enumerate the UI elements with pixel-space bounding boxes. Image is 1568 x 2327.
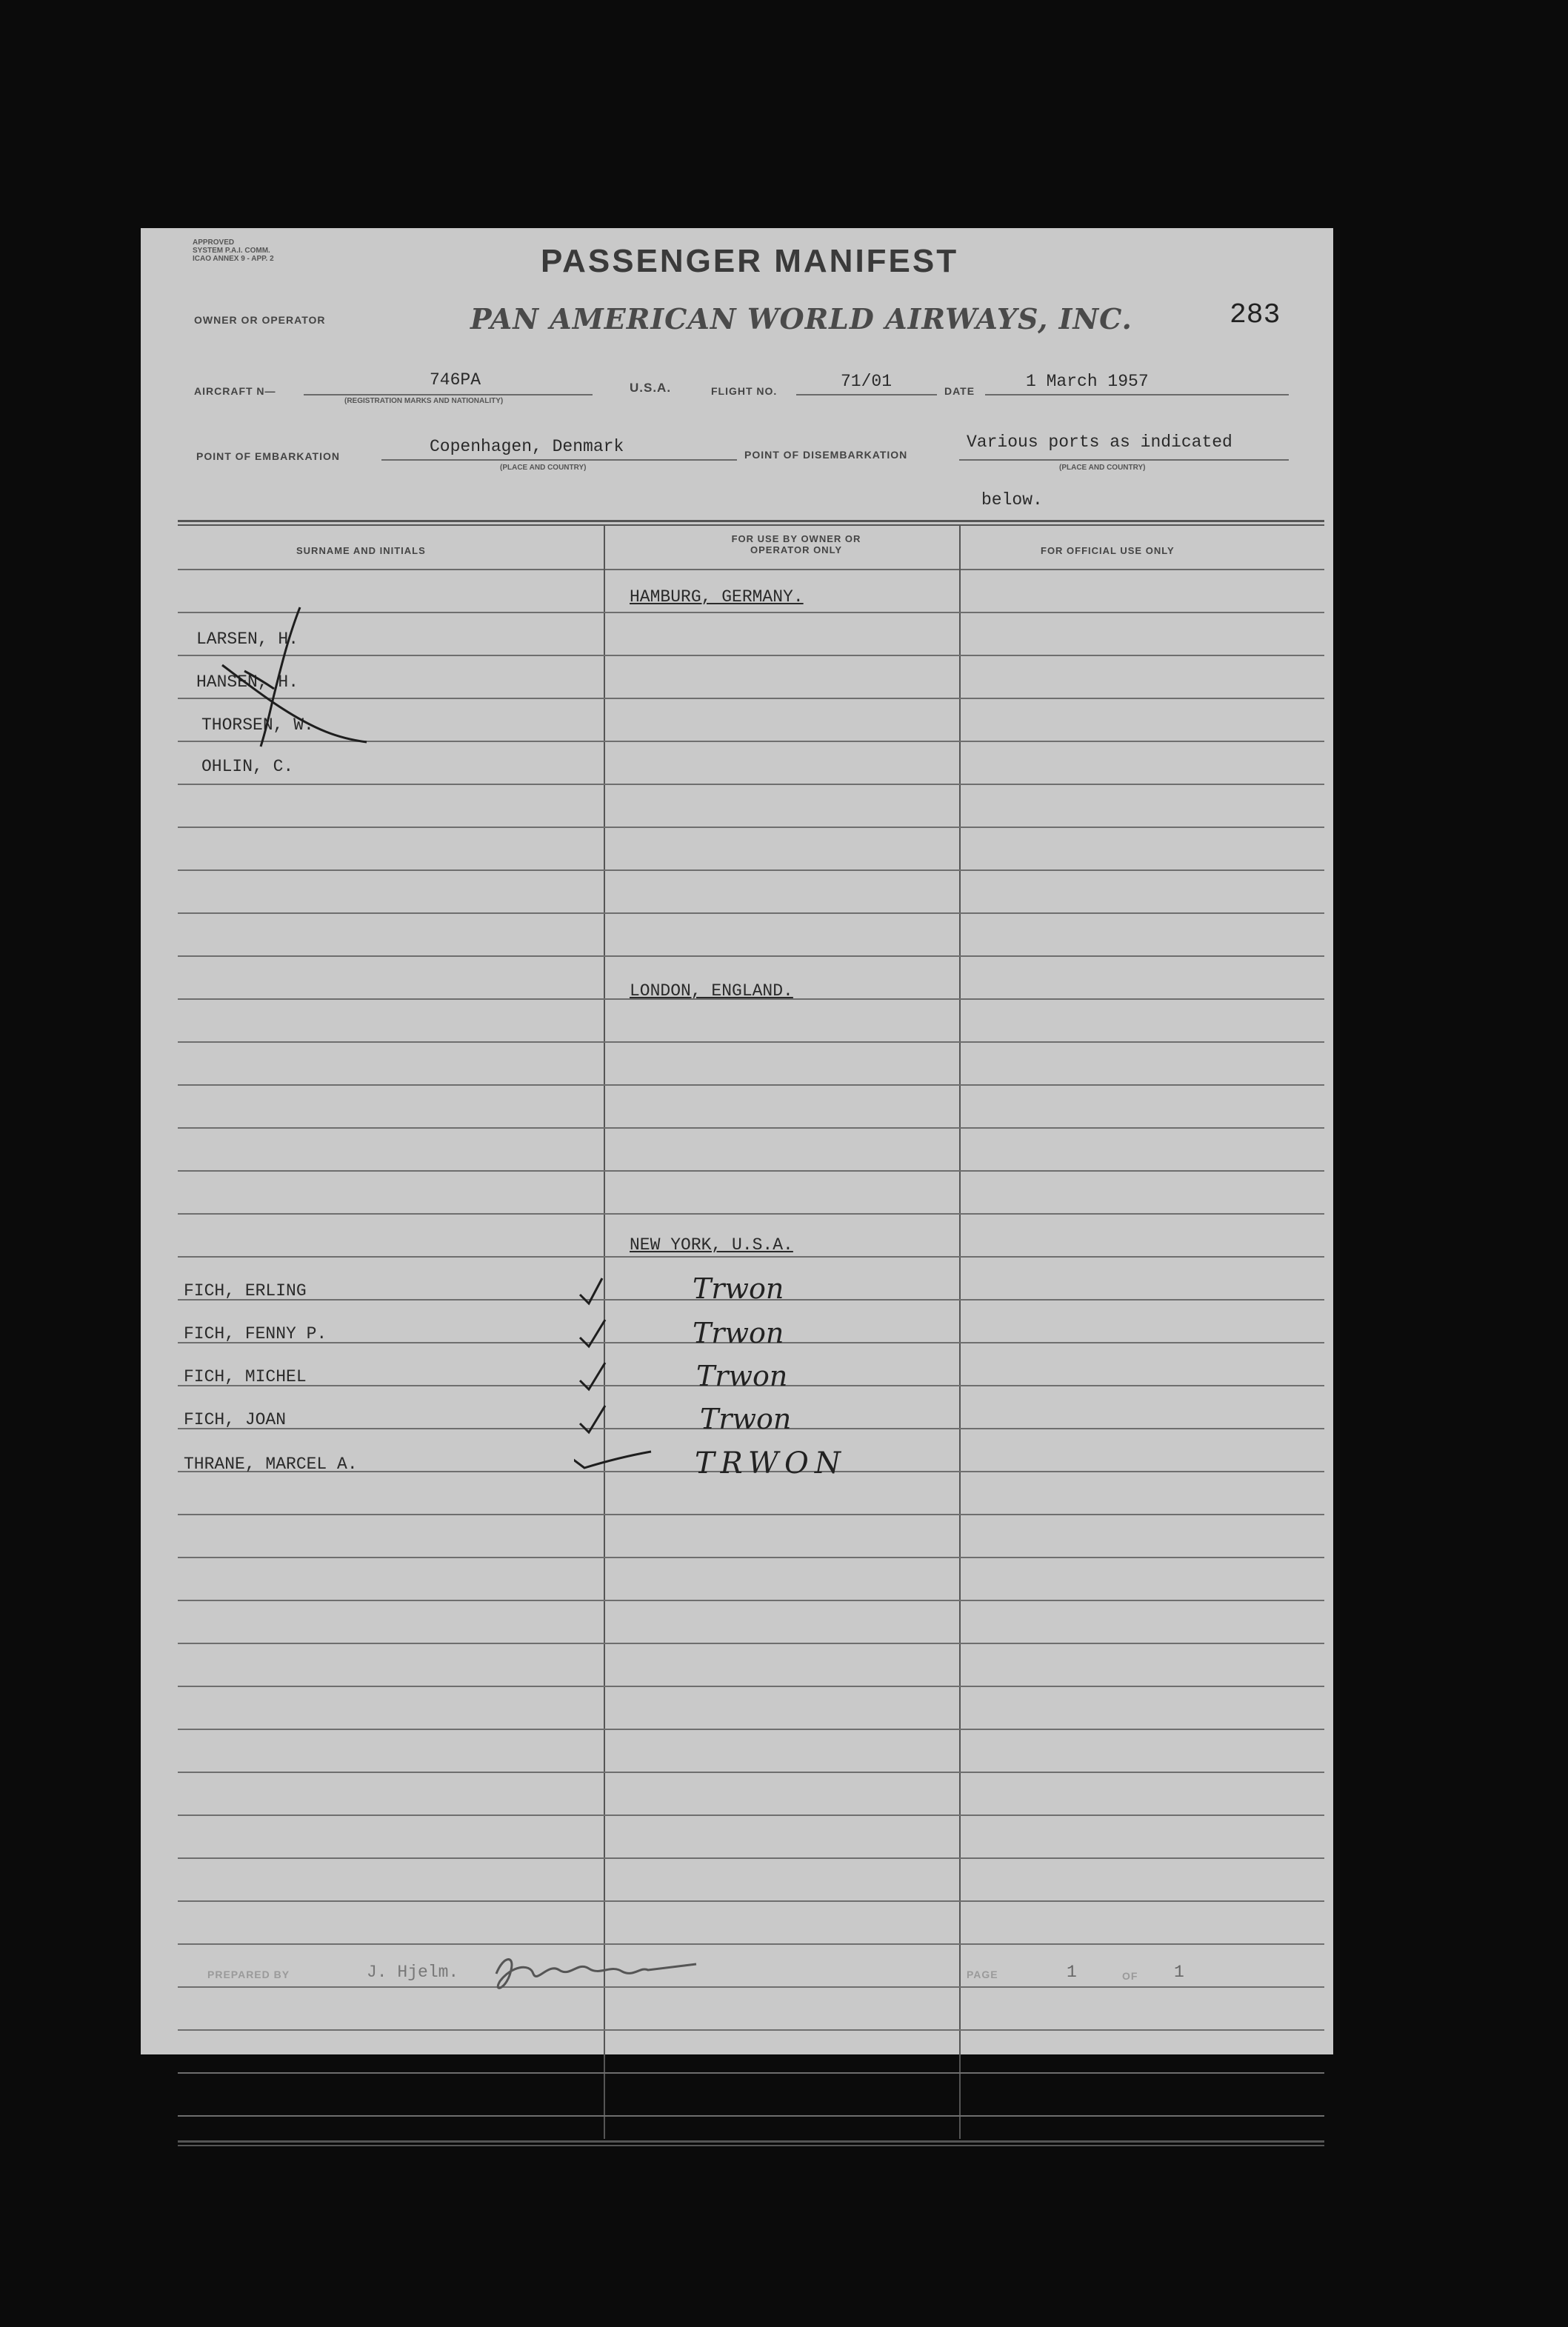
row-line (178, 1557, 1324, 1558)
passenger-name: FICH, MICHEL (184, 1367, 307, 1386)
row-line (178, 1213, 1324, 1215)
passenger-name: THORSEN, W. (201, 715, 314, 735)
check-icon (580, 1363, 605, 1389)
row-line (178, 869, 1324, 871)
signature (489, 1948, 704, 2000)
handwritten-mark: Trwon (696, 1360, 788, 1392)
destination-heading: NEW YORK, U.S.A. (630, 1235, 793, 1255)
row-line (178, 1814, 1324, 1816)
pen-cross-mark (200, 606, 370, 754)
row-line (178, 1041, 1324, 1043)
embark-label: POINT OF EMBARKATION (196, 450, 340, 462)
handwritten-mark: Trwon (693, 1317, 784, 1349)
passenger-name: FICH, ERLING (184, 1281, 307, 1301)
date-label: DATE (944, 385, 975, 397)
embark-caption: (PLACE AND COUNTRY) (500, 464, 587, 472)
row-line (178, 1084, 1324, 1086)
owner-label: OWNER OR OPERATOR (194, 314, 326, 326)
row-line (178, 1986, 1324, 1988)
column-header-owner: FOR USE BY OWNER OR OPERATOR ONLY (731, 533, 861, 555)
row-line (178, 827, 1324, 828)
column-header-surname: SURNAME AND INITIALS (296, 545, 426, 556)
check-icon (580, 1278, 602, 1303)
approval-line: SYSTEM P.A.I. COMM. (193, 247, 270, 255)
row-line (178, 2072, 1324, 2074)
flight-value: 71/01 (841, 372, 893, 391)
check-icon (580, 1406, 605, 1432)
usa-label: U.S.A. (630, 381, 672, 395)
destination-heading: LONDON, ENGLAND. (630, 981, 793, 1001)
row-line (178, 1772, 1324, 1773)
manifest-sheet (141, 228, 1333, 2054)
header-rule-bottom (178, 569, 1324, 570)
passenger-name: LARSEN, H. (196, 630, 299, 649)
header-rule-top-2 (178, 524, 1324, 526)
passenger-name: THRANE, MARCEL A. (184, 1455, 358, 1474)
row-line (178, 1729, 1324, 1730)
embark-value: Copenhagen, Denmark (430, 437, 624, 456)
approval-stamp (193, 238, 274, 263)
row-line (178, 912, 1324, 914)
flight-label: FLIGHT NO. (711, 385, 778, 397)
row-line (178, 955, 1324, 957)
page-label: PAGE (967, 1969, 998, 1980)
row-line (178, 1643, 1324, 1644)
check-marks (574, 1265, 655, 1487)
header-rule-top (178, 520, 1324, 522)
column-header-official: FOR OFFICIAL USE ONLY (1041, 545, 1175, 556)
column-divider-2 (959, 526, 961, 2139)
aircraft-label: AIRCRAFT N— (194, 385, 276, 397)
destination-heading: HAMBURG, GERMANY. (630, 587, 804, 607)
row-line (178, 1600, 1324, 1601)
flight-underline (796, 394, 937, 395)
row-line (178, 1943, 1324, 1945)
table-bottom-rule (178, 2140, 1324, 2143)
of-label: OF (1122, 1970, 1138, 1982)
date-value: 1 March 1957 (1026, 372, 1149, 391)
row-line (178, 1514, 1324, 1515)
prepared-value: J. Hjelm. (367, 1963, 459, 1982)
passenger-name: FICH, JOAN (184, 1410, 287, 1429)
aircraft-underline (304, 394, 593, 395)
handwritten-mark: Trwon (693, 1272, 784, 1305)
row-line (178, 2029, 1324, 2031)
of-value: 1 (1174, 1963, 1184, 1982)
handwritten-mark: Trwon (700, 1403, 792, 1435)
approval-line: APPROVED (193, 238, 235, 247)
embark-underline (381, 459, 737, 461)
disembark-caption: (PLACE AND COUNTRY) (1059, 464, 1146, 472)
check-icon (574, 1452, 651, 1468)
airline-name: PAN AMERICAN WORLD AIRWAYS, INC. (470, 302, 1132, 335)
disembark-label: POINT OF DISEMBARKATION (744, 449, 908, 461)
page-number: 283 (1230, 299, 1281, 331)
row-line (178, 784, 1324, 785)
check-icon (580, 1320, 605, 1346)
row-line (178, 1857, 1324, 1859)
date-underline (985, 394, 1289, 395)
disembark-value: Various ports as indicated (967, 433, 1232, 452)
passenger-name: HANSEN, H. (196, 672, 299, 692)
row-line (178, 1686, 1324, 1687)
passenger-name: OHLIN, C. (201, 757, 294, 776)
row-line (178, 1127, 1324, 1129)
disembark-underline (959, 459, 1289, 461)
disembark-value-continued: below. (981, 490, 1043, 510)
passenger-name: FICH, FENNY P. (184, 1324, 327, 1343)
row-line (178, 1256, 1324, 1258)
aircraft-value: 746PA (430, 370, 481, 390)
form-title: PASSENGER MANIFEST (541, 243, 959, 279)
prepared-label: PREPARED BY (207, 1969, 290, 1980)
approval-line: ICAO ANNEX 9 - APP. 2 (193, 255, 274, 263)
row-line (178, 1170, 1324, 1172)
row-line (178, 1900, 1324, 1902)
page-value: 1 (1067, 1963, 1077, 1982)
registration-caption: (REGISTRATION MARKS AND NATIONALITY) (344, 397, 504, 405)
row-line (178, 2115, 1324, 2117)
handwritten-mark: TRWON (695, 1446, 847, 1480)
table-bottom-rule-2 (178, 2145, 1324, 2146)
